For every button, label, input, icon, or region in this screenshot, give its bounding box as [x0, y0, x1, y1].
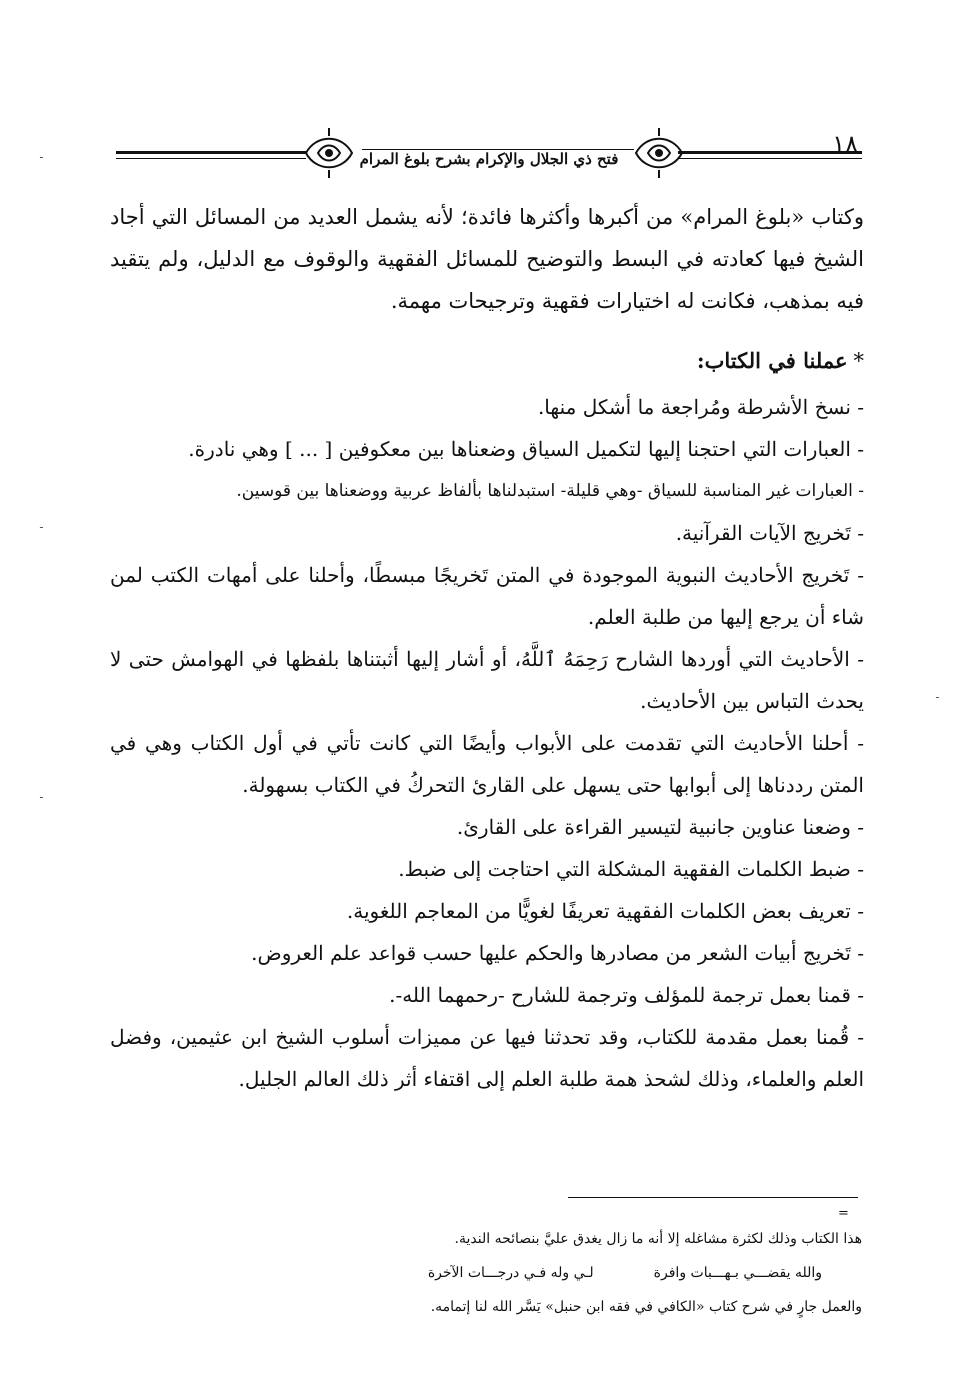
margin-mark: ـ	[40, 790, 43, 801]
list-item: - نسخ الأشرطة ومُراجعة ما أشكل منها.	[537, 395, 864, 419]
footnotes	[110, 1222, 862, 1324]
verse-second-hemistich: لـي وله فـي درجـــات الآخرة	[427, 1265, 594, 1281]
list-item: - الأحاديث التي أوردها الشارح رَحِمَهُ ٱللَّهُ، أو أشار إليها أثبتناها بلفظها في الهوامش حتى لا يحدث التباس بين الأحاديث.	[110, 647, 864, 713]
header-rule-left-thin	[116, 158, 306, 159]
star-icon: *	[853, 349, 864, 373]
list-item: - تَخريج الآيات القرآنية.	[675, 521, 864, 545]
list-item: - العبارات غير المناسبة للسياق -وهي قليلة- استبدلناها بألفاظ عربية ووضعناها بين قوسين.	[236, 481, 864, 501]
footnote-line: هذا الكتاب وذلك لكثرة مشاغله إلا أنه ما زال يغدق عليَّ بنصائحه الندية.	[454, 1231, 862, 1247]
list-item: - تَخريج الأحاديث النبوية الموجودة في المتن تَخريجًا مبسطًا، وأحلنا على أمهات الكتب لمن شاء أن يرجع إليها من طلبة العلم.	[110, 563, 864, 629]
section-heading-text: عملنا في الكتاب:	[696, 348, 848, 373]
footnote-line: والعمل جارٍ في شرح كتاب «الكافي في فقه ابن حنبل» يَسَّر الله لنا إتمامه.	[430, 1299, 862, 1315]
list-item: - أحلنا الأحاديث التي تقدمت على الأبواب وأيضًا التي كانت تأتي في أول الكتاب وهي في المتن رددناها إلى أبوابها حتى يسهل على القارئ التحركُ في الكتاب بسهولة.	[110, 731, 864, 797]
list-item: - قُمنا بعمل مقدمة للكتاب، وقد تحدثنا فيها عن مميزات أسلوب الشيخ ابن عثيمين، وفضل العلم والعلماء، وذلك لشحذ همة طلبة العلم إلى اقتفاء أثر ذلك العالم الجليل.	[110, 1025, 864, 1091]
page-header	[112, 122, 862, 184]
list-item: - تَخريج أبيات الشعر من مصادرها والحكم عليها حسب قواعد علم العروض.	[251, 941, 864, 965]
footnote-rule	[568, 1197, 858, 1198]
header-rule-left	[116, 151, 306, 154]
list-item: - تعريف بعض الكلمات الفقهية تعريفًا لغويًّا من المعاجم اللغوية.	[346, 899, 864, 923]
footnote-verse	[110, 1256, 862, 1290]
verse-first-hemistich: والله يقضـــي بـهـــبات وافرة	[653, 1265, 822, 1281]
main-text	[110, 196, 864, 1100]
list-item: - ضبط الكلمات الفقهية المشكلة التي احتاجت إلى ضبط.	[398, 857, 864, 881]
running-title: فتح ذي الجلال والإكرام بشرح بلوغ المرام	[359, 150, 619, 168]
header-rule-right-thin	[678, 158, 862, 159]
list-item: - وضعنا عناوين جانبية لتيسير القراءة على القارئ.	[456, 815, 864, 839]
footnote-continuation-marker: =	[838, 1206, 849, 1221]
list-item: - قمنا بعمل ترجمة للمؤلف وترجمة للشارح -رحمهما الله-.	[389, 983, 864, 1007]
page-number: ١٨	[832, 130, 858, 158]
list-item: - العبارات التي احتجنا إليها لتكميل السياق وضعناها بين معكوفين [ ... ] وهي نادرة.	[188, 437, 864, 461]
margin-mark: ـ	[936, 690, 939, 701]
margin-mark: ـ	[40, 520, 43, 531]
section-heading	[110, 340, 864, 382]
margin-mark: ـ	[40, 150, 43, 161]
intro-paragraph: وكتاب «بلوغ المرام» من أكبرها وأكثرها فائدة؛ لأنه يشمل العديد من المسائل التي أجاد الشيخ فيها كعادته في البسط والتوضيح للمسائل الفقهية والوقوف مع الدليل، ولم يتقيد فيه بمذهب، فكانت له اختيارات فقهية وترجيحات مهمة.	[110, 205, 864, 313]
